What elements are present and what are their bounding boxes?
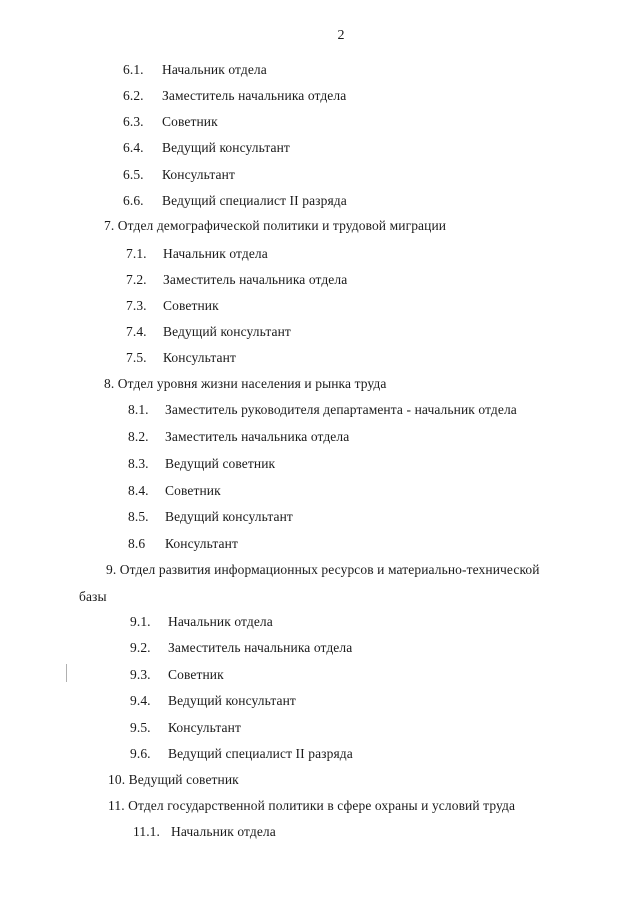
item-number: 9.6. xyxy=(130,746,151,761)
item-text: Заместитель руководителя департамента - начальник отдела xyxy=(165,402,517,417)
item-number: 8.2. xyxy=(128,429,149,444)
item-number: 7.4. xyxy=(126,324,147,339)
item-text: Советник xyxy=(165,483,221,498)
item-number: 6.1. xyxy=(123,62,144,77)
item-text: Ведущий консультант xyxy=(165,509,293,524)
item-number: 11.1. xyxy=(133,824,160,839)
item-number: 6.2. xyxy=(123,88,144,103)
item-text: Заместитель начальника отдела xyxy=(168,640,353,655)
item-number: 8.6 xyxy=(128,536,146,551)
item-text: Ведущий советник xyxy=(165,456,276,471)
section-heading-continuation: базы xyxy=(79,589,107,604)
item-number: 9.4. xyxy=(130,693,151,708)
item-number: 8.4. xyxy=(128,483,149,498)
item-number: 6.6. xyxy=(123,193,144,208)
item-number: 7.1. xyxy=(126,246,147,261)
section-heading: 8. Отдел уровня жизни населения и рынка труда xyxy=(104,376,387,391)
page-number: 2 xyxy=(337,28,345,43)
item-text: Начальник отдела xyxy=(171,824,276,839)
item-number: 6.5. xyxy=(123,167,144,182)
item-number: 7.2. xyxy=(126,272,147,287)
item-number: 9.3. xyxy=(130,667,151,682)
item-text: Советник xyxy=(163,298,219,313)
item-number: 8.3. xyxy=(128,456,149,471)
section-heading: 7. Отдел демографической политики и трудовой миграции xyxy=(104,218,447,233)
item-text: Заместитель начальника отдела xyxy=(165,429,350,444)
item-text: Консультант xyxy=(168,720,241,735)
item-number: 9.1. xyxy=(130,614,151,629)
item-text: Ведущий консультант xyxy=(162,140,290,155)
item-number: 8.5. xyxy=(128,509,149,524)
item-text: Консультант xyxy=(165,536,238,551)
item-number: 9.5. xyxy=(130,720,151,735)
item-text: Ведущий консультант xyxy=(163,324,291,339)
item-text: Начальник отдела xyxy=(162,62,267,77)
item-text: Консультант xyxy=(162,167,235,182)
item-text: Советник xyxy=(168,667,224,682)
item-number: 6.4. xyxy=(123,140,144,155)
scan-margin-mark xyxy=(66,664,67,682)
item-number: 9.2. xyxy=(130,640,151,655)
section-heading: 11. Отдел государственной политики в сфере охраны и условий труда xyxy=(108,798,516,813)
item-number: 7.5. xyxy=(126,350,147,365)
item-text: Ведущий специалист II разряда xyxy=(162,193,347,208)
item-text: Ведущий специалист II разряда xyxy=(168,746,353,761)
item-text: Заместитель начальника отдела xyxy=(162,88,347,103)
section-heading: 9. Отдел развития информационных ресурсов и материально-технической xyxy=(106,562,540,577)
section-heading: 10. Ведущий советник xyxy=(108,772,239,787)
item-number: 7.3. xyxy=(126,298,147,313)
item-text: Ведущий консультант xyxy=(168,693,296,708)
item-number: 6.3. xyxy=(123,114,144,129)
item-text: Советник xyxy=(162,114,218,129)
item-text: Заместитель начальника отдела xyxy=(163,272,348,287)
item-text: Начальник отдела xyxy=(163,246,268,261)
item-text: Консультант xyxy=(163,350,236,365)
item-number: 8.1. xyxy=(128,402,149,417)
item-text: Начальник отдела xyxy=(168,614,273,629)
